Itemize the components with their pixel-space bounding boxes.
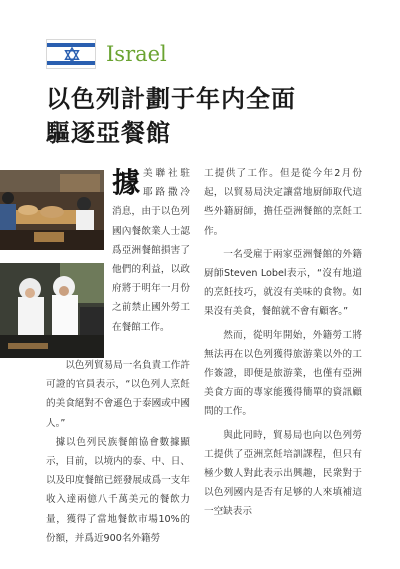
headline-line-2: 驅逐亞餐館 — [46, 118, 171, 147]
headline-line-1: 以色列計劃于年内全面 — [46, 84, 296, 113]
paragraph-continuation: 工提供了工作。但是從今年2月份起，以貿易局決定讓當地厨師取代這些外籍厨師，擔任亞洲餐館的烹飪工作。 — [204, 168, 362, 237]
drop-cap: 據 — [112, 166, 141, 199]
paragraph-chef-quote: 一名受雇于兩家亞洲餐館的外籍厨師Steven Lobel表示，“沒有地道的烹飪技巧，就沒有美味的食物。如果沒有美食，餐館就不會有顧客。” — [204, 248, 362, 318]
paragraph-statistics: 據以色列民族餐館協會數據顯示，目前，以境内的泰、中、日、以及印度餐館已經發展成爲一支年收入達兩億八千萬美元的餐飲力量，獲得了當地餐飲市場10%的份額，并爲近900名外籍勞 — [46, 436, 190, 544]
paragraph-intro: 美聯社駐耶路撒冷消息，由于以色列國內餐飲業人士認爲亞洲餐館損害了他們的利益，以政府將于明年一月份之前禁止國外勞工在餐館工作。 — [112, 168, 190, 333]
paragraph-official-quote: 以色列貿易局一名負責工作許可證的官員表示，“以色列人烹飪的美食絕對不會遜色于泰國或中國人。” — [46, 360, 190, 429]
section-header — [46, 36, 167, 72]
paragraph-visa-policy: 然而，從明年開始，外籍勞工將無法再在以色列獲得旅游業以外的工作簽證，即便是旅游業，也僅有亞洲美食方面的專家能獲得簡單的資訊顧問的工作。 — [204, 329, 362, 418]
paragraph-training: 與此同時，貿易局也向以色列勞工提供了亞洲烹飪培訓課程，但只有極少數人對此表示出興趣，民衆對于以色列國内是否有足够的人來填補這一空缺表示 — [204, 429, 362, 518]
article-column-a-lower — [46, 356, 190, 548]
israel-flag-icon — [46, 39, 96, 69]
restaurant-photo — [0, 170, 104, 250]
headline — [46, 82, 366, 150]
section-country: Israel — [106, 42, 167, 66]
article-column-b — [204, 164, 362, 522]
article-column-a — [112, 164, 190, 337]
chefs-photo — [0, 263, 104, 358]
